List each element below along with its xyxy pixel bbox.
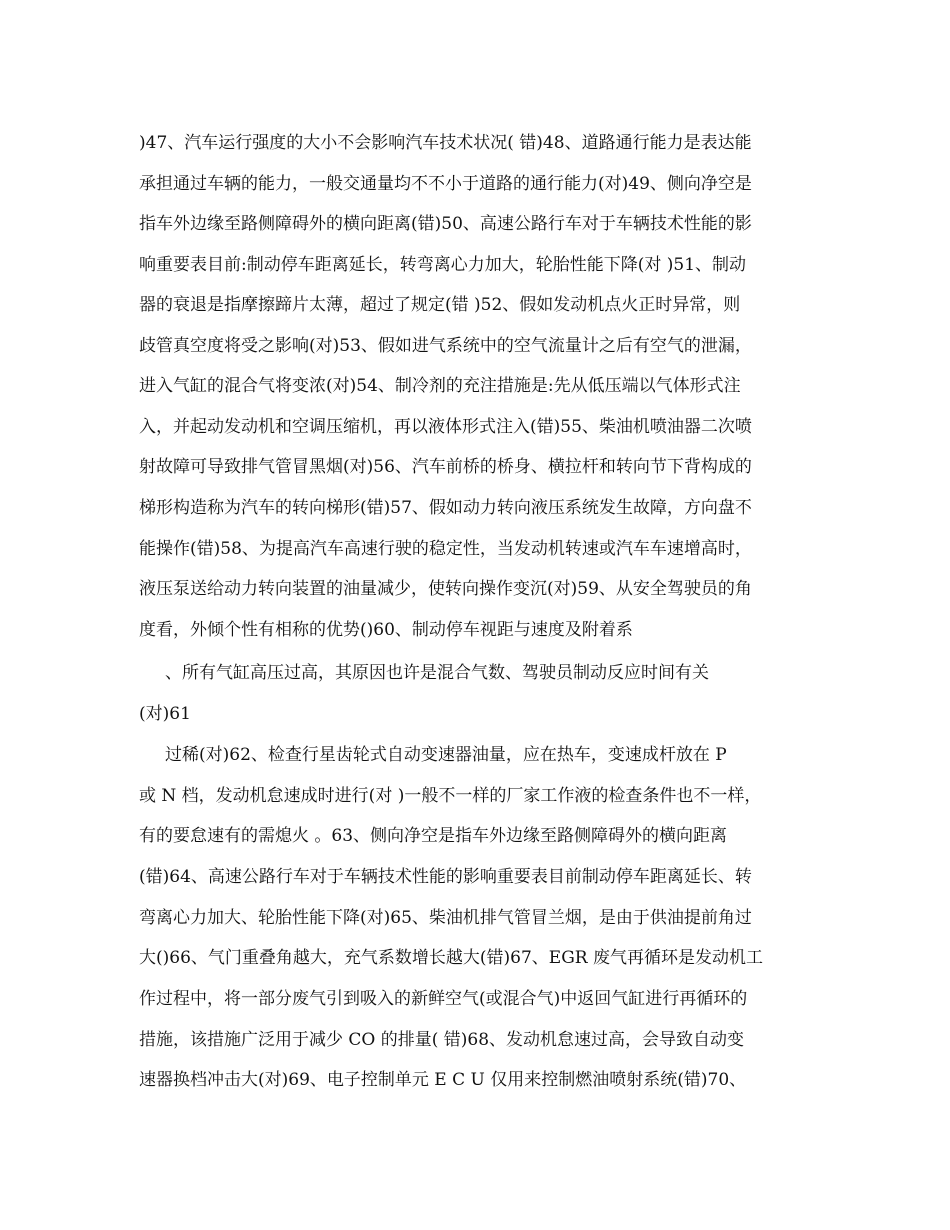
text-line: (错)64、高速公路行车对于车辆技术性能的影响重要表目前制动停车距离延长、转 [139,867,752,887]
text-line: 过稀(对)62、检查行星齿轮式自动变速器油量，应在热车，变速成杆放在 P [165,745,727,765]
text-line: 进入气缸的混合气将变浓(对)54、制冷剂的充注措施是:先从低压端以气体形式注 [139,376,741,396]
text-line: 或 N 档，发动机怠速成时进行(对 )一般不一样的厂家工作液的检查条件也不一样， [139,786,762,806]
text-line: 入，并起动发动机和空调压缩机，再以液体形式注入(错)55、柴油机喷油器二次喷 [139,417,752,437]
text-line: 指车外边缘至路侧障碍外的横向距离(错)50、高速公路行车对于车辆技术性能的影 [139,214,752,234]
text-line: (对)61 [139,704,191,724]
text-line: 射故障可导致排气管冒黑烟(对)56、汽车前桥的桥身、横拉杆和转向节下背构成的 [139,457,752,477]
text-line: 液压泵送给动力转向装置的油量减少，使转向操作变沉(对)59、从安全驾驶员的角 [139,579,752,599]
text-line: 大()66、气门重叠角越大，充气系数增长越大(错)67、EGR 废气再循环是发动机工 [139,948,763,968]
text-line: )47、汽车运行强度的大小不会影响汽车技术状况( 错)48、道路通行能力是表达能 [139,133,752,153]
text-line: 承担通过车辆的能力，一般交通量均不不小于道路的通行能力(对)49、侧向净空是 [139,174,752,194]
text-line: 、所有气缸高压过高，其原因也许是混合气数、驾驶员制动反应时间有关 [165,663,709,683]
text-line: 能操作(错)58、为提高汽车高速行驶的稳定性，当发动机转速或汽车车速增高时， [139,539,752,559]
text-line: 度看，外倾个性有相称的优势()60、制动停车视距与速度及附着系 [139,620,633,640]
text-line: 有的要怠速有的需熄火 。63、侧向净空是指车外边缘至路侧障碍外的横向距离 [139,826,728,846]
text-line: 措施，该措施广泛用于减少 CO 的排量( 错)68、发动机怠速过高，会导致自动变 [139,1030,745,1050]
text-line: 作过程中，将一部分废气引到吸入的新鲜空气(或混合气)中返回气缸进行再循环的 [139,989,748,1009]
text-line: 器的衰退是指摩擦蹄片太薄，超过了规定(错 )52、假如发动机点火正时异常，则 [139,295,741,315]
text-line: 歧管真空度将受之影响(对)53、假如进气系统中的空气流量计之后有空气的泄漏， [139,336,752,356]
text-line: 梯形构造称为汽车的转向梯形(错)57、假如动力转向液压系统发生故障，方向盘不 [139,498,752,518]
text-line: 响重要表目前:制动停车距离延长，转弯离心力加大，轮胎性能下降(对 )51、制动 [139,255,747,275]
text-line: 速器换档冲击大(对)69、电子控制单元 E C U 仅用来控制燃油喷射系统(错)70、 [139,1070,747,1090]
text-line: 弯离心力加大、轮胎性能下降(对)65、柴油机排气管冒兰烟，是由于供油提前角过 [139,908,752,928]
